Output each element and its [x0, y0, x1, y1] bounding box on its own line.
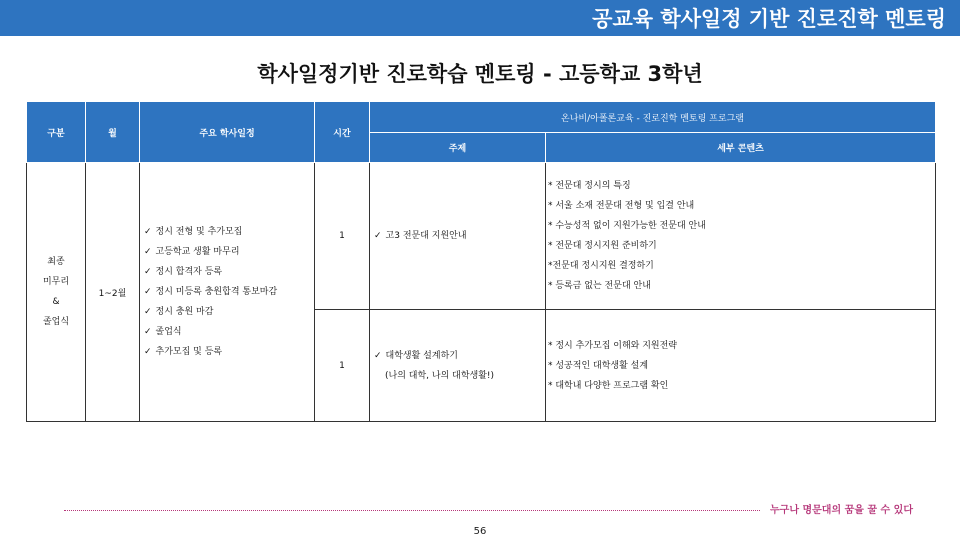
footer-slogan: 누구나 명문대의 꿈을 꿀 수 있다 — [770, 505, 913, 516]
page-number: 56 — [473, 526, 487, 537]
footer-divider — [64, 510, 760, 511]
topic-cell — [370, 163, 546, 310]
banner-title: 공교육 학사일정 기반 진로진학 멘토링 — [592, 7, 946, 31]
check-icon — [374, 351, 386, 361]
header-schedule: 주요 학사일정 — [140, 102, 315, 163]
header-program: 온나비/아폴론교육 - 진로진학 멘토링 프로그램 — [370, 102, 936, 133]
hours-cell: 1 — [315, 163, 370, 310]
detail-item: * 정시 추가모집 이해와 지원전략 — [548, 340, 677, 351]
schedule-item: ✓ 정시 충원 마감 — [140, 302, 314, 322]
schedule-cell — [140, 163, 315, 422]
topic-text: 대학생활 설계하기 — [385, 350, 458, 361]
schedule-item: ✓ 졸업식 — [140, 322, 314, 342]
category-line: 졸업식 — [42, 317, 70, 327]
top-banner — [0, 0, 960, 36]
header-hours: 시간 — [315, 102, 370, 163]
detail-item: * 전문대 정시의 특징 — [548, 181, 631, 191]
category-line: 미무리 — [42, 277, 70, 287]
page-title: 학사일정기반 진로학습 멘토링 - 고등학교 3학년 — [257, 62, 703, 86]
schedule-item: ✓ 정시 전형 및 추가모집 — [140, 222, 314, 242]
month-cell: 1~2월 — [86, 163, 140, 422]
detail-item: * 서울 소재 전문대 전형 및 입결 안내 — [548, 201, 695, 211]
topic-subtext: (나의 대학, 나의 대학생활!) — [385, 370, 495, 381]
detail-cell — [546, 163, 936, 310]
detail-item: *전문대 정시지원 결정하기 — [548, 261, 654, 271]
schedule-item: ✓ 고등학교 생활 마무리 — [140, 242, 314, 262]
detail-item: * 등록금 없는 전문대 안내 — [548, 281, 651, 291]
detail-item: * 전문대 정시지원 준비하기 — [548, 241, 657, 251]
schedule-item: ✓ 추가모집 및 등록 — [140, 342, 314, 362]
topic-text: 고3 전문대 지원안내 — [385, 231, 467, 241]
detail-cell — [546, 310, 936, 422]
category-line: 최종 — [47, 257, 65, 267]
header-detail: 세부 콘텐츠 — [546, 133, 936, 163]
detail-item: * 성공적인 대학생활 설계 — [548, 360, 649, 371]
detail-item: * 수능성적 없이 지원가능한 전문대 안내 — [548, 221, 706, 231]
category-line: & — [52, 297, 60, 307]
header-topic: 주제 — [370, 133, 546, 163]
header-category: 구분 — [27, 102, 86, 163]
header-month: 월 — [86, 102, 140, 163]
check-icon — [374, 231, 386, 241]
hours-cell: 1 — [315, 310, 370, 422]
schedule-item: ✓ 정시 미등록 충원합격 통보마감 — [140, 282, 314, 302]
category-cell — [27, 163, 86, 422]
topic-cell — [370, 310, 546, 422]
detail-item: * 대학내 다양한 프로그램 확인 — [548, 380, 669, 391]
schedule-table — [26, 101, 936, 422]
schedule-item: ✓ 정시 합격자 등록 — [140, 262, 314, 282]
